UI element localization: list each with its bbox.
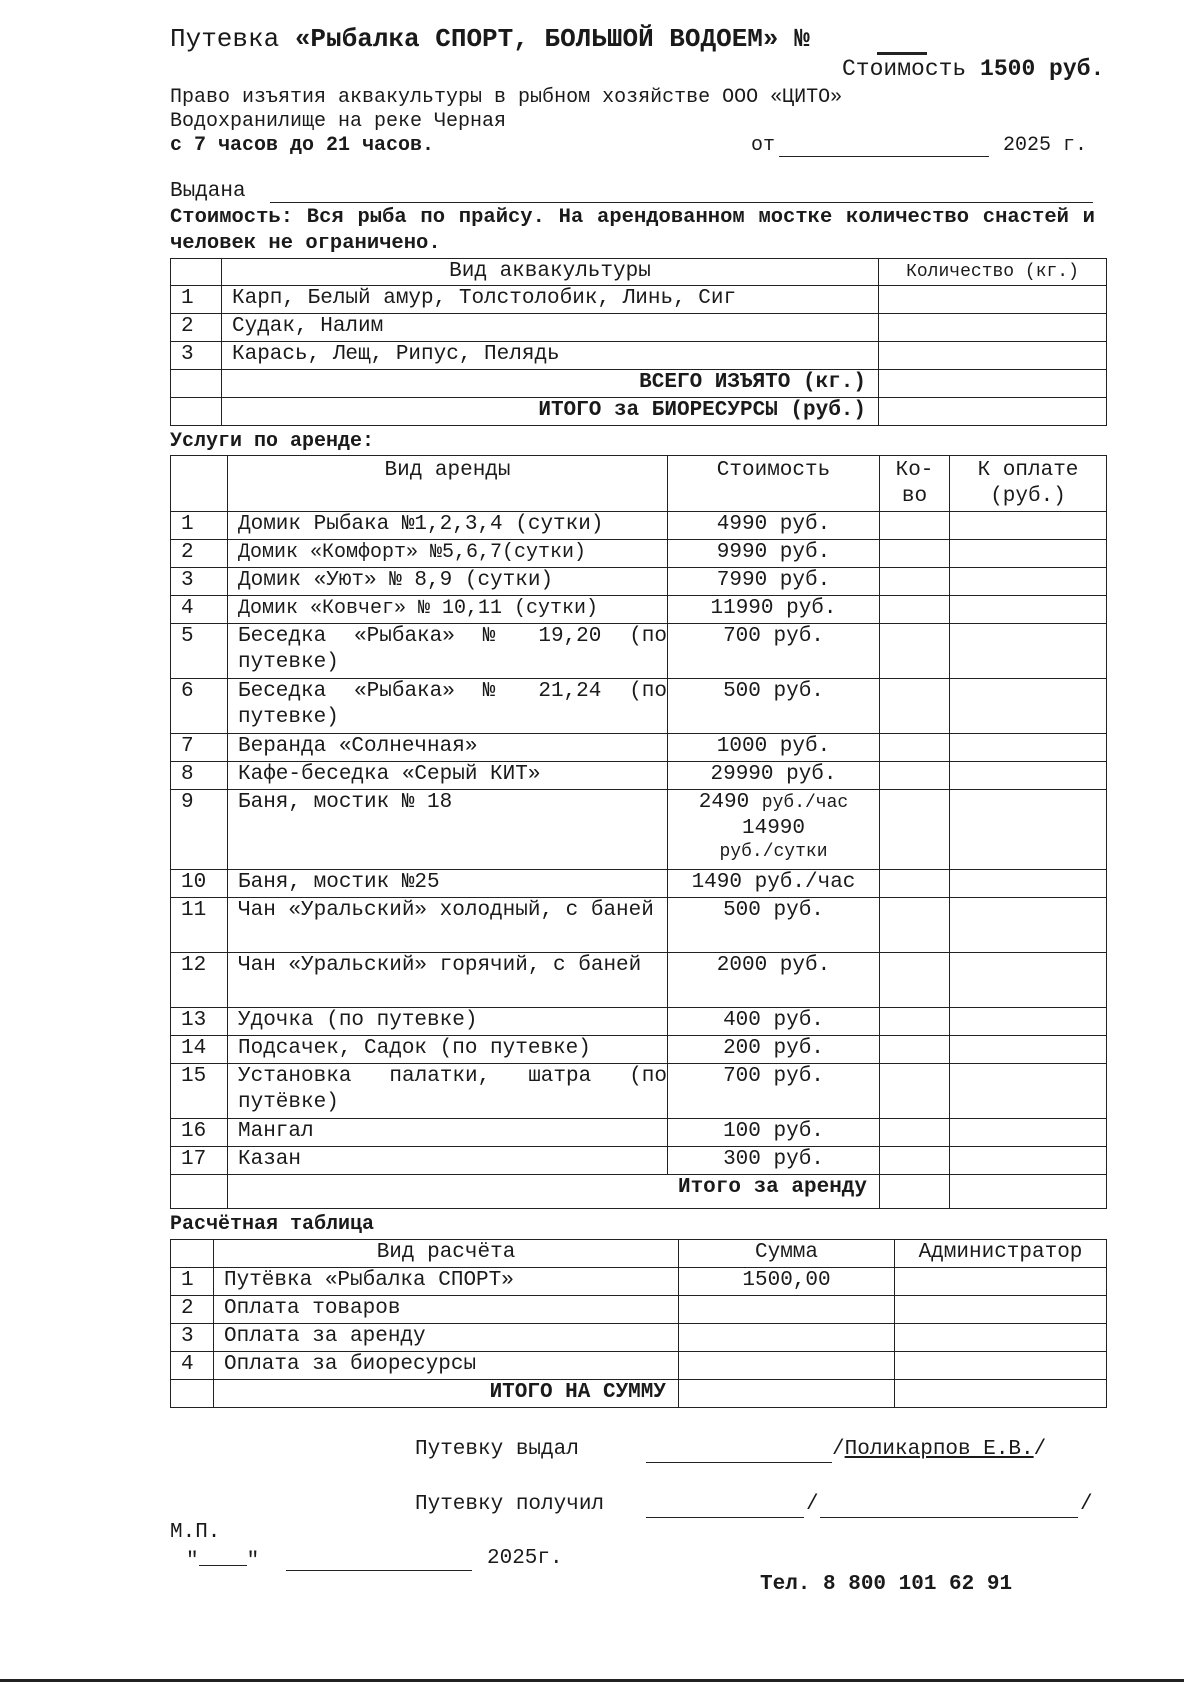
rent-row-price: 4990 руб. xyxy=(668,512,880,540)
issued-to-line xyxy=(270,202,1093,203)
rent-row-name: Беседка «Рыбака» № 21,24 (по путевке) xyxy=(228,679,668,734)
rent-row-pay[interactable] xyxy=(950,568,1107,596)
rights-line: Право изъятия аквакультуры в рыбном хозяйстве ООО «ЦИТО» xyxy=(170,86,843,109)
calc-row-sum: 1500,00 xyxy=(679,1268,895,1296)
rent-row-qty[interactable] xyxy=(880,790,950,870)
rent-row-price: 9990 руб. xyxy=(668,540,880,568)
rent-row-name: Домик «Уют» № 8,9 (сутки) xyxy=(228,568,668,596)
calc-table xyxy=(170,1239,1107,1408)
rent-row-num: 5 xyxy=(171,624,228,679)
rent-row-price: 100 руб. xyxy=(668,1119,880,1147)
calc-row-kind: Оплата за биоресурсы xyxy=(214,1352,679,1380)
rent-row-pay[interactable] xyxy=(950,540,1107,568)
calc-total-sum[interactable] xyxy=(679,1380,895,1408)
aqua-row-kind: Судак, Налим xyxy=(222,314,879,342)
footer-date-quote: " " xyxy=(186,1547,259,1573)
ticket-number-line xyxy=(877,52,927,55)
calc-section-title: Расчётная таблица xyxy=(170,1213,375,1236)
issued-by-signature-line[interactable] xyxy=(646,1462,832,1463)
rent-header-pay: К оплате (руб.) xyxy=(950,456,1107,512)
calc-row-num: 2 xyxy=(171,1296,214,1324)
rent-row-name: Установка палатки, шатра (по путёвке) xyxy=(228,1064,668,1119)
aqua-total-rub-value[interactable] xyxy=(879,398,1107,426)
rent-row-qty[interactable] xyxy=(880,1119,950,1147)
aqua-row-qty[interactable] xyxy=(879,342,1107,370)
calc-total-admin[interactable] xyxy=(895,1380,1107,1408)
rent-row-price: 500 руб. xyxy=(668,898,880,953)
calc-row-num: 4 xyxy=(171,1352,214,1380)
rent-row-price: 1000 руб. xyxy=(668,734,880,762)
rent-row-num: 15 xyxy=(171,1064,228,1119)
rent-row-name: Кафе-беседка «Серый КИТ» xyxy=(228,762,668,790)
location-line: Водохранилище на реке Черная xyxy=(170,110,507,133)
rent-row-pay[interactable] xyxy=(950,790,1107,870)
aqua-row-num: 2 xyxy=(171,314,222,342)
rent-row-price: 29990 руб. xyxy=(668,762,880,790)
rent-row-qty[interactable] xyxy=(880,596,950,624)
date-from-label: от xyxy=(751,134,776,157)
footer-date-month-line[interactable] xyxy=(286,1570,472,1571)
rent-row-name: Казан xyxy=(228,1147,668,1175)
rent-row-price: 400 руб. xyxy=(668,1008,880,1036)
footer-date-year: 2025г. xyxy=(487,1547,563,1570)
rent-row-name: Баня, мостик №25 xyxy=(228,870,668,898)
rent-total-label: Итого за аренду xyxy=(228,1175,880,1209)
rent-row-num: 7 xyxy=(171,734,228,762)
rent-total-pay[interactable] xyxy=(950,1175,1107,1209)
rent-row-qty[interactable] xyxy=(880,1064,950,1119)
cost-note: Стоимость: Вся рыба по прайсу. На арендованном мостке количество снастей и человек не ограничено. xyxy=(170,206,1095,255)
received-by-label: Путевку получил xyxy=(415,1493,605,1516)
issued-by-label: Путевку выдал xyxy=(415,1438,579,1461)
aqua-row-qty[interactable] xyxy=(879,314,1107,342)
rent-row-name: Беседка «Рыбака» № 19,20 (по путевке) xyxy=(228,624,668,679)
calc-header-admin: Администратор xyxy=(895,1240,1107,1268)
rent-row-num: 11 xyxy=(171,898,228,953)
rent-row-price: 700 руб. xyxy=(668,624,880,679)
aquaculture-table xyxy=(170,258,1107,426)
rent-row-qty[interactable] xyxy=(880,1008,950,1036)
rent-row-num: 12 xyxy=(171,953,228,1008)
rent-row-name: Веранда «Солнечная» xyxy=(228,734,668,762)
rent-row-pay[interactable] xyxy=(950,624,1107,679)
calc-header-kind: Вид расчёта xyxy=(214,1240,679,1268)
rent-header-cost: Стоимость xyxy=(668,456,880,512)
rent-row-num: 10 xyxy=(171,870,228,898)
calc-row-admin[interactable] xyxy=(895,1296,1107,1324)
calc-row-num: 3 xyxy=(171,1324,214,1352)
rent-row-qty[interactable] xyxy=(880,870,950,898)
received-slash-2: / xyxy=(1080,1493,1093,1516)
rent-row-price: 11990 руб. xyxy=(668,596,880,624)
rent-row-name: Домик «Комфорт» №5,6,7(сутки) xyxy=(228,540,668,568)
date-from-line xyxy=(779,156,989,157)
rent-row-price: 2490 руб./час 14990 руб./сутки xyxy=(668,790,880,870)
rent-row-price: 2000 руб. xyxy=(668,953,880,1008)
aqua-total-rub-label: ИТОГО за БИОРЕСУРСЫ (руб.) xyxy=(222,398,879,426)
calc-header-sum: Сумма xyxy=(679,1240,895,1268)
rent-row-pay[interactable] xyxy=(950,898,1107,953)
aqua-total-kg-value[interactable] xyxy=(879,370,1107,398)
rent-row-num: 14 xyxy=(171,1036,228,1064)
rent-row-price: 500 руб. xyxy=(668,679,880,734)
rent-row-num: 4 xyxy=(171,596,228,624)
rent-row-pay[interactable] xyxy=(950,953,1107,1008)
aqua-row-kind: Карп, Белый амур, Толстолобик, Линь, Сиг xyxy=(222,286,879,314)
rent-row-qty[interactable] xyxy=(880,679,950,734)
rent-row-price: 1490 руб./час xyxy=(668,870,880,898)
ticket-title-bold: «Рыбалка СПОРТ, БОЛЬШОЙ ВОДОЕМ» № xyxy=(294,24,810,54)
issuer-name: /Поликарпов Е.В./ xyxy=(832,1438,1047,1461)
rent-row-pay[interactable] xyxy=(950,596,1107,624)
rent-row-num: 9 xyxy=(171,790,228,870)
received-by-signature-line[interactable] xyxy=(646,1517,804,1518)
rent-row-pay[interactable] xyxy=(950,1064,1107,1119)
rent-row-name: Мангал xyxy=(228,1119,668,1147)
rent-row-num: 8 xyxy=(171,762,228,790)
rent-row-pay[interactable] xyxy=(950,679,1107,734)
aqua-row-num: 3 xyxy=(171,342,222,370)
ticket-title: Путевка «Рыбалка СПОРТ, БОЛЬШОЙ ВОДОЕМ» № xyxy=(170,24,810,54)
rent-row-price: 7990 руб. xyxy=(668,568,880,596)
hours-line: с 7 часов до 21 часов. xyxy=(170,134,435,157)
aqua-header-qty: Количество (кг.) xyxy=(879,259,1107,286)
rent-header-kind: Вид аренды xyxy=(228,456,668,512)
aqua-row-kind: Карась, Лещ, Рипус, Пелядь xyxy=(222,342,879,370)
rent-row-price: 700 руб. xyxy=(668,1064,880,1119)
ticket-cost: Стоимость 1500 руб. xyxy=(842,56,1105,82)
received-slash-1: / xyxy=(806,1493,819,1516)
calc-total-label: ИТОГО НА СУММУ xyxy=(214,1380,679,1408)
rent-row-pay[interactable] xyxy=(950,512,1107,540)
calc-row-sum[interactable] xyxy=(679,1296,895,1324)
rent-row-num: 16 xyxy=(171,1119,228,1147)
rent-row-qty[interactable] xyxy=(880,1036,950,1064)
phone: Тел. 8 800 101 62 91 xyxy=(760,1573,1013,1596)
rent-row-num: 17 xyxy=(171,1147,228,1175)
rent-row-pay[interactable] xyxy=(950,1036,1107,1064)
date-year: 2025 г. xyxy=(1003,134,1088,157)
rent-row-qty[interactable] xyxy=(880,568,950,596)
rent-table xyxy=(170,455,1107,1209)
rent-header-qty: Ко- во xyxy=(880,456,950,512)
rent-row-name: Баня, мостик № 18 xyxy=(228,790,668,870)
rent-row-num: 2 xyxy=(171,540,228,568)
calc-row-sum[interactable] xyxy=(679,1352,895,1380)
rent-row-num: 3 xyxy=(171,568,228,596)
received-by-name-line[interactable] xyxy=(820,1517,1078,1518)
rent-row-qty[interactable] xyxy=(880,512,950,540)
calc-row-admin[interactable] xyxy=(895,1268,1107,1296)
stamp-label: М.П. xyxy=(170,1521,221,1544)
calc-row-sum[interactable] xyxy=(679,1324,895,1352)
rent-row-qty[interactable] xyxy=(880,1147,950,1175)
rent-row-num: 13 xyxy=(171,1008,228,1036)
rent-row-name: Удочка (по путевке) xyxy=(228,1008,668,1036)
rent-row-name: Домик «Ковчег» № 10,11 (сутки) xyxy=(228,596,668,624)
rent-row-pay[interactable] xyxy=(950,1119,1107,1147)
rent-row-pay[interactable] xyxy=(950,870,1107,898)
calc-row-kind: Оплата за аренду xyxy=(214,1324,679,1352)
rent-row-num: 6 xyxy=(171,679,228,734)
rent-row-pay[interactable] xyxy=(950,762,1107,790)
rent-row-num: 1 xyxy=(171,512,228,540)
rent-row-qty[interactable] xyxy=(880,624,950,679)
rent-row-qty[interactable] xyxy=(880,734,950,762)
rent-row-pay[interactable] xyxy=(950,1008,1107,1036)
calc-row-kind: Оплата товаров xyxy=(214,1296,679,1324)
rent-row-name: Домик Рыбака №1,2,3,4 (сутки) xyxy=(228,512,668,540)
aqua-row-num: 1 xyxy=(171,286,222,314)
rent-total-qty[interactable] xyxy=(880,1175,950,1209)
rent-row-qty[interactable] xyxy=(880,540,950,568)
rent-row-pay[interactable] xyxy=(950,1147,1107,1175)
calc-row-kind: Путёвка «Рыбалка СПОРТ» xyxy=(214,1268,679,1296)
rent-row-pay[interactable] xyxy=(950,734,1107,762)
calc-row-admin[interactable] xyxy=(895,1352,1107,1380)
rent-row-qty[interactable] xyxy=(880,762,950,790)
aqua-row-qty[interactable] xyxy=(879,286,1107,314)
rent-row-qty[interactable] xyxy=(880,953,950,1008)
calc-row-num: 1 xyxy=(171,1268,214,1296)
aqua-total-kg-label: ВСЕГО ИЗЪЯТО (кг.) xyxy=(222,370,879,398)
rent-row-name: Чан «Уральский» холодный, с баней xyxy=(228,898,668,953)
rent-row-qty[interactable] xyxy=(880,898,950,953)
rent-section-title: Услуги по аренде: xyxy=(170,430,375,453)
rent-row-name: Подсачек, Садок (по путевке) xyxy=(228,1036,668,1064)
rent-row-price: 300 руб. xyxy=(668,1147,880,1175)
aqua-header-kind: Вид аквакультуры xyxy=(222,259,879,286)
issued-to-label: Выдана xyxy=(170,180,246,203)
rent-row-price: 200 руб. xyxy=(668,1036,880,1064)
calc-row-admin[interactable] xyxy=(895,1324,1107,1352)
ticket-cost-value: 1500 руб. xyxy=(980,56,1105,82)
rent-row-name: Чан «Уральский» горячий, с баней xyxy=(228,953,668,1008)
